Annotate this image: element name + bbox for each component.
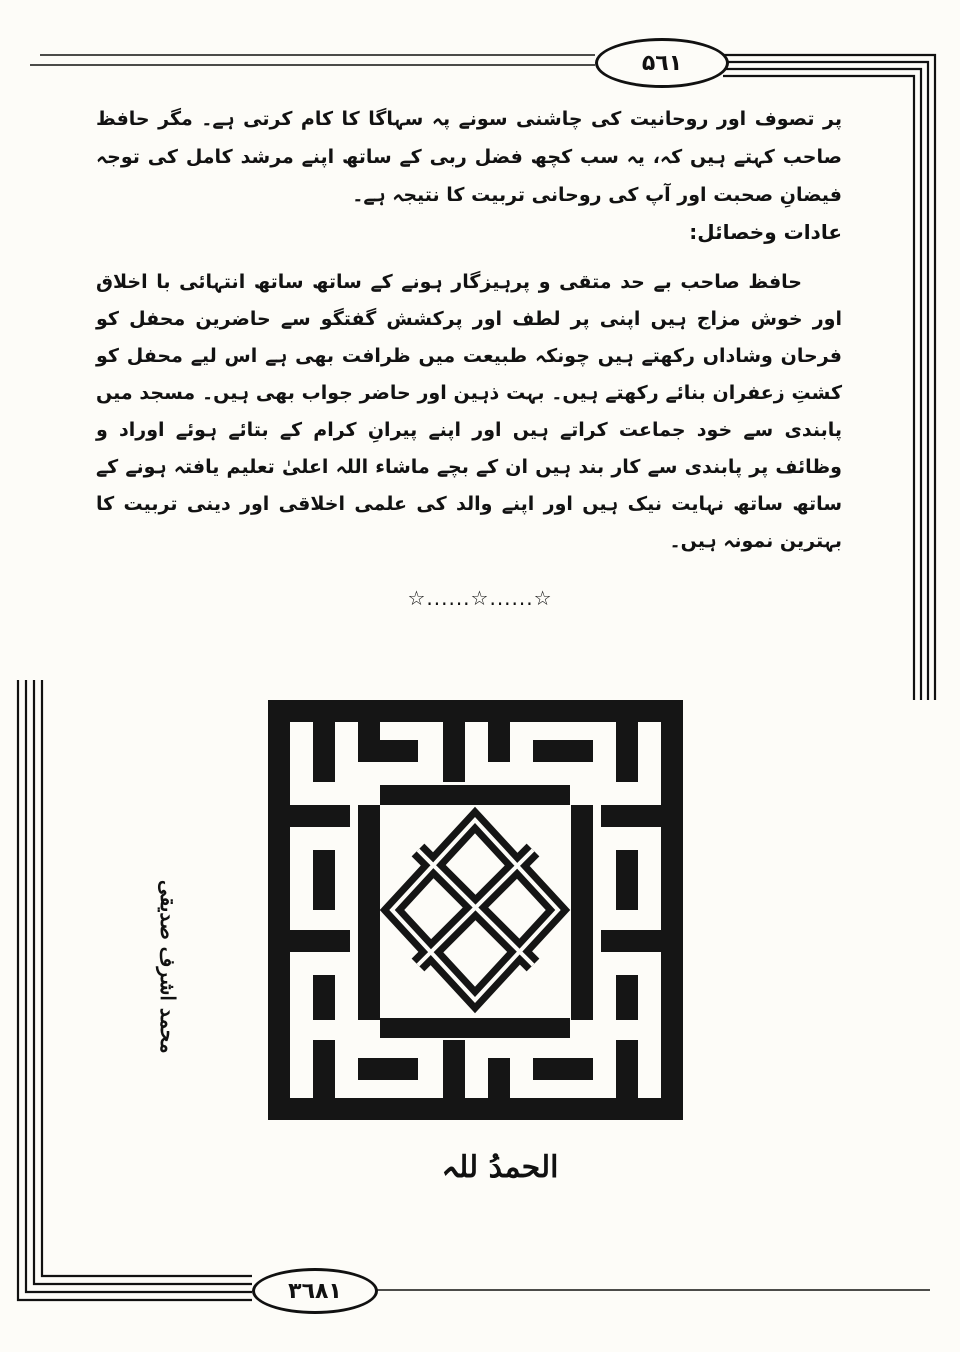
- intro-paragraph: پر تصوف اور روحانیت کی چاشنی سونے پہ سہاگا کا کام کرتی ہے۔ مگر حافظ صاحب کہتے ہیں کہ، یہ سب کچھ فضل ربی کے ساتھ اپنے مرشد کامل کی توجہ فیضانِ صحبت اور آپ کی روحانی تربیت کا نتیجہ ہے۔: [96, 108, 842, 206]
- section-heading: عادات وخصائل:: [689, 220, 842, 244]
- page-number-top: ۵٦١: [595, 38, 729, 88]
- vertical-signature: محمد اشرف صدیقی: [156, 880, 180, 1054]
- kufic-calligraphy-image: [268, 700, 683, 1120]
- body-paragraph: حافظ صاحب بے حد متقی و پرہیزگار ہونے کے ساتھ ساتھ انتہائی با اخلاق اور خوش مزاج ہیں اپنی پر لطف اور پرکشش گفتگو سے حاضرین محفل کو فرحان وشاداں رکھتے ہیں چونکہ طبیعت میں ظرافت بھی ہے اس لیے محفل کو کشتِ زعفران بنائے رکھتے ہیں۔ بہت ذہین اور حاضر جواب بھی ہیں۔ مسجد میں پابندی سے خود جماعت کراتے ہیں اور اپنے پیرانِ کرام کے بتائے ہوئے اوراد و وظائف پر پابندی سے کار بند ہیں ان کے بچے ماشاء اللہ اعلیٰ تعلیم یافتہ ہونے کے ساتھ ساتھ نہایت نیک ہیں اور اپنے والد کی علمی اخلاقی اور دینی تربیت کا بہترین نمونہ ہیں۔: [96, 271, 842, 552]
- star-divider: ☆......☆......☆: [407, 586, 553, 610]
- page-number-bottom: ۳٦٨١: [252, 1268, 378, 1314]
- calligraphy-caption: الحمدُ للہ: [441, 1150, 559, 1185]
